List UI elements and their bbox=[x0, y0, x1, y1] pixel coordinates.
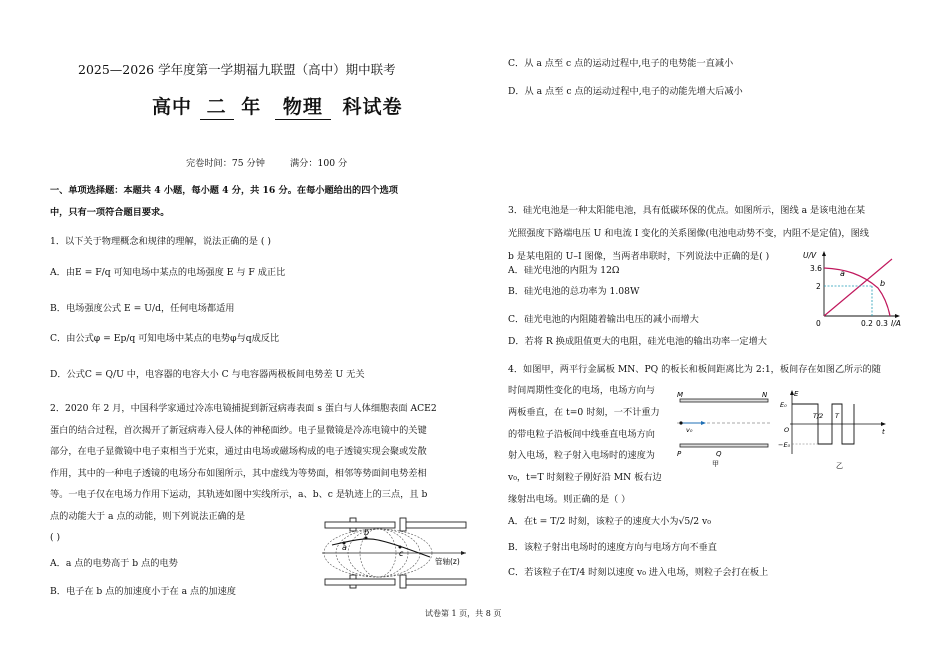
y-axis-label: U/V bbox=[803, 251, 817, 260]
y-tick: 2 bbox=[816, 282, 821, 291]
electron-lens-figure bbox=[320, 513, 470, 595]
q3-option-a: A．硅光电池的内阻为 12Ω bbox=[508, 265, 620, 276]
q4-line-1: 4．如图甲，两平行金属板 MN、PQ 的板长和板间距离比为 2:1，板间存在如图乙所示的随 bbox=[508, 364, 881, 375]
q3-option-c: C．硅光电池的内阻随着输出电压的减小而增大 bbox=[508, 314, 699, 325]
q4-line: 射入电场，粒子射入电场时的速度为 bbox=[508, 450, 655, 462]
q3-line: b 是某电阻的 U–I 图像，当两者串联时，下列说法中正确的是( ) bbox=[508, 251, 770, 262]
q2-line: 作用，其中的一种电子透镜的电场分布如图所示，其中虚线为等势面，相邻等势面间电势差相 bbox=[50, 467, 427, 479]
label-O: O bbox=[784, 426, 790, 434]
x-tick: 0.2 bbox=[861, 319, 873, 328]
q2-line: 点的动能大于 a 点的动能，则下列说法正确的是 bbox=[50, 510, 246, 522]
q2-option-d: D．从 a 点至 c 点的运动过程中,电子的动能先增大后减小 bbox=[508, 86, 743, 97]
q4-option-c: C．若该粒子在T/4 时刻以速度 v₀ 进入电场，则粒子会打在板上 bbox=[508, 567, 769, 578]
label-E0: E₀ bbox=[780, 401, 787, 409]
q4-option-a: A．在t = T/2 时刻，该粒子的速度大小为√5/2 v₀ bbox=[508, 516, 711, 527]
time-info: 完卷时间：75 分钟 bbox=[186, 158, 265, 169]
q4-line: 缘射出电场。则正确的是（ ） bbox=[508, 493, 631, 505]
q2-line: 部分，在电子显微镜中电子束相当于光束，通过由电场或磁场构成的电子透镜实现会聚或发散 bbox=[50, 446, 427, 457]
subject-value: 物理 bbox=[275, 92, 331, 120]
section-heading-2: 中，只有一项符合题目要求。 bbox=[50, 207, 170, 218]
curve-a-label: a bbox=[840, 269, 845, 278]
q1-option-b: B．电场强度公式 E = U/d，任何电场都适用 bbox=[50, 303, 235, 314]
label-t: t bbox=[882, 428, 885, 436]
x-axis-label: I/A bbox=[891, 319, 901, 328]
q2-option-a: A．a 点的电势高于 b 点的电势 bbox=[50, 558, 178, 569]
q3-option-b: B．硅光电池的总功率为 1.08W bbox=[508, 286, 640, 297]
q4-line: 的带电粒子沿板间中线垂直电场方向 bbox=[508, 428, 655, 440]
q2-option-b: B．电子在 b 点的加速度小于在 a 点的加速度 bbox=[50, 586, 236, 597]
q1-option-d: D．公式C = Q/U 中，电容器的电容大小 C 与电容器两极板间电势差 U 无关 bbox=[50, 369, 365, 380]
q2-line: 2．2020 年 2 月，中国科学家通过冷冻电镜捕捉到新冠病毒表面 s 蛋白与人体细胞表面 ACE2 bbox=[50, 403, 437, 414]
origin-label: 0 bbox=[816, 319, 821, 328]
label-b: b bbox=[364, 528, 370, 537]
label-E: E bbox=[794, 390, 799, 398]
q2-option-c: C．从 a 点至 c 点的运动过程中,电子的电势能一直减小 bbox=[508, 58, 734, 69]
label-a: a bbox=[342, 543, 347, 552]
label-N: N bbox=[762, 391, 768, 399]
figure-yi bbox=[780, 388, 890, 472]
exam-title: 2025—2026 学年度第一学期福九联盟（高中）期中联考 bbox=[78, 62, 396, 77]
label-P: P bbox=[677, 450, 682, 458]
ui-graph bbox=[800, 248, 902, 328]
q3-line: 3．硅光电池是一种太阳能电池，具有低碳环保的优点。如图所示，图线 a 是该电池在某 bbox=[508, 205, 866, 216]
x-tick: 0.3 bbox=[876, 319, 888, 328]
q4-line: 时间周期性变化的电场，电场方向与 bbox=[508, 385, 655, 396]
q1-stem: 1．以下关于物理概念和规律的理解，说法正确的是 ( ) bbox=[50, 236, 271, 247]
section-heading-1: 一、单项选择题：本题共 4 小题，每小题 4 分，共 16 分。在每小题给出的四个选项 bbox=[50, 185, 398, 196]
q2-line: 蛋白的结合过程，首次揭开了新冠病毒入侵人体的神秘面纱。电子显微镜是冷冻电镜中的关键 bbox=[50, 424, 427, 436]
q3-line: 光照强度下路端电压 U 和电流 I 变化的关系图像(电池电动势不变，内阻不是定值)，图线 bbox=[508, 228, 869, 239]
axis-label-z: 管轴(z) bbox=[435, 557, 460, 566]
label-negE0: −E₀ bbox=[778, 441, 791, 449]
q1-option-a: A．由E = F/q 可知电场中某点的电场强度 E 与 F 成正比 bbox=[50, 267, 286, 278]
page-footer: 试卷第 1 页，共 8 页 bbox=[425, 609, 502, 618]
q2-bracket: ( ) bbox=[50, 532, 61, 543]
q1-option-c: C．由公式φ = Ep/q 可知电场中某点的电势φ与q成反比 bbox=[50, 333, 280, 344]
subject-prefix: 高中 bbox=[152, 96, 193, 118]
label-T: T bbox=[835, 412, 839, 420]
grade-value: 二 bbox=[200, 92, 234, 120]
subject-line bbox=[152, 92, 403, 120]
score-info: 满分：100 分 bbox=[290, 158, 348, 169]
q4-option-b: B．该粒子射出电场时的速度方向与电场方向不垂直 bbox=[508, 542, 717, 553]
label-c: c bbox=[399, 549, 404, 558]
label-v0: v₀ bbox=[686, 426, 693, 434]
caption-jia: 甲 bbox=[712, 460, 719, 468]
subject-suffix: 科试卷 bbox=[342, 96, 403, 118]
q4-stem-narrow bbox=[508, 380, 662, 511]
q2-line: 等。一电子仅在电场力作用下运动，其轨迹如图中实线所示，a、b、c 是轨迹上的三点，且 b bbox=[50, 489, 428, 500]
q3-option-d: D．若将 R 换成阻值更大的电阻，硅光电池的输出功率一定增大 bbox=[508, 336, 767, 347]
q4-line: 两板垂直，在 t=0 时刻，一不计重力 bbox=[508, 406, 660, 418]
q2-stem bbox=[50, 398, 470, 527]
q4-line: v₀，t=T 时刻粒子刚好沿 MN 板右边 bbox=[508, 472, 662, 484]
label-Q: Q bbox=[716, 450, 722, 458]
curve-b-label: b bbox=[880, 279, 886, 288]
label-M: M bbox=[677, 391, 684, 399]
grade-unit: 年 bbox=[241, 96, 262, 118]
figure-jia bbox=[674, 390, 774, 468]
y-tick: 3.6 bbox=[810, 264, 822, 273]
caption-yi: 乙 bbox=[836, 462, 843, 470]
label-halfT: T/2 bbox=[813, 412, 824, 420]
